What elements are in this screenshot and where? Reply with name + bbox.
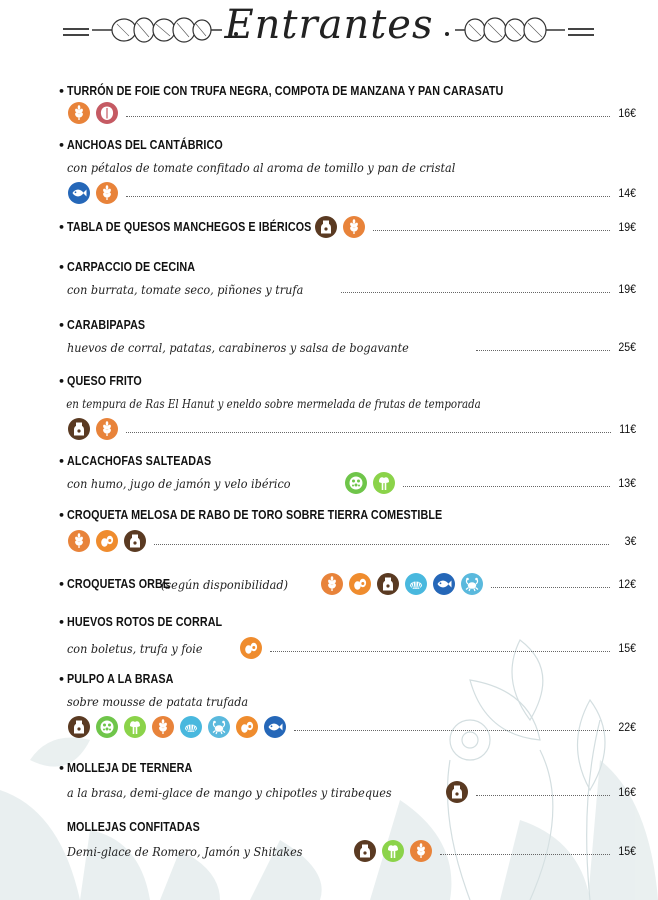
dish-name: PULPO A LA BRASA	[67, 672, 174, 686]
bullet: •	[58, 761, 66, 775]
dish-price: 15€	[618, 844, 636, 858]
gluten-icon	[321, 573, 343, 595]
fish-icon	[433, 573, 455, 595]
menu-item	[58, 611, 636, 659]
menu-header	[0, 0, 658, 70]
milk-icon	[68, 418, 90, 440]
bullet: •	[58, 374, 66, 388]
dish-name: CROQUETA MELOSA DE RABO DE TORO SOBRE TIERRA COMESTIBLE	[67, 508, 443, 522]
dish-description: (según disponibilidad)	[161, 576, 288, 592]
dish-name: CROQUETAS ORBE	[67, 577, 171, 591]
dotted-leader	[440, 854, 610, 855]
crab-icon	[461, 573, 483, 595]
menu-item	[58, 314, 636, 358]
gluten-icon	[343, 216, 365, 238]
egg-icon	[96, 530, 118, 552]
dish-name: MOLLEJA DE TERNERA	[67, 761, 193, 775]
dish-price: 25€	[618, 340, 636, 354]
bullet: •	[58, 577, 66, 591]
dish-price: 13€	[618, 476, 636, 490]
page-title: Entrantes	[224, 2, 434, 48]
milk-icon	[315, 216, 337, 238]
dish-description: con humo, jugo de jamón y velo ibérico	[67, 475, 291, 491]
bullet: •	[58, 672, 66, 686]
menu-item	[58, 757, 636, 803]
bullet: •	[58, 454, 66, 468]
dotted-leader	[476, 795, 610, 796]
dotted-leader	[126, 116, 610, 117]
egg-icon	[240, 637, 262, 659]
dish-price: 15€	[618, 641, 636, 655]
bullet: •	[58, 260, 66, 274]
mustard-icon	[345, 472, 367, 494]
bullet: •	[58, 220, 66, 234]
dish-price: 19€	[618, 282, 636, 296]
dish-price: 16€	[618, 785, 636, 799]
header-rule-right	[568, 28, 594, 30]
header-dot-right	[445, 32, 449, 36]
dotted-leader	[373, 230, 610, 231]
dish-price: 3€	[624, 534, 636, 548]
egg-icon	[236, 716, 258, 738]
gluten-icon	[96, 182, 118, 204]
dish-name: ANCHOAS DEL CANTÁBRICO	[67, 138, 223, 152]
menu-item	[58, 668, 636, 738]
fish-icon	[264, 716, 286, 738]
header-rule-right-2	[568, 34, 594, 36]
nuts-icon	[96, 102, 118, 124]
menu-item	[58, 80, 636, 124]
dish-description: en tempura de Ras El Hanut y eneldo sobre mermelada de frutas de temporada	[66, 395, 481, 411]
menu-item	[58, 256, 636, 300]
dish-name: TURRÓN DE FOIE CON TRUFA NEGRA, COMPOTA DE MANZANA Y PAN CARASATU	[67, 84, 504, 98]
menu-item	[58, 450, 636, 494]
dish-price: 14€	[618, 186, 636, 200]
dotted-leader	[491, 587, 610, 588]
bullet: •	[58, 84, 66, 98]
celery-icon	[373, 472, 395, 494]
menu-item	[58, 134, 636, 204]
dotted-leader	[341, 292, 610, 293]
dish-description: a la brasa, demi-glace de mango y chipotles y tirabeques	[67, 784, 392, 800]
dish-description: huevos de corral, patatas, carabineros y salsa de bogavante	[67, 339, 409, 355]
celery-icon	[124, 716, 146, 738]
dish-name: CARABIPAPAS	[67, 318, 146, 332]
dotted-leader	[294, 730, 610, 731]
dotted-leader	[403, 486, 610, 487]
dotted-leader	[126, 432, 611, 433]
dish-name: TABLA DE QUESOS MANCHEGOS E IBÉRICOS	[67, 220, 312, 234]
dish-price: 22€	[618, 720, 636, 734]
fish-icon	[68, 182, 90, 204]
shell-icon	[405, 573, 427, 595]
dish-description: con boletus, trufa y foie	[67, 640, 203, 656]
dotted-leader	[154, 544, 609, 545]
dish-name: MOLLEJAS CONFITADAS	[67, 820, 200, 834]
bullet: •	[58, 508, 66, 522]
dish-description: Demi-glace de Romero, Jamón y Shitakes	[67, 843, 303, 859]
bullet: •	[58, 138, 66, 152]
dish-price: 11€	[619, 422, 636, 436]
dish-description: sobre mousse de patata trufada	[67, 693, 249, 709]
dotted-leader	[476, 350, 610, 351]
bullet: •	[58, 318, 66, 332]
gluten-icon	[410, 840, 432, 862]
gluten-icon	[68, 530, 90, 552]
gluten-icon	[96, 418, 118, 440]
mustard-icon	[96, 716, 118, 738]
shell-icon	[180, 716, 202, 738]
milk-icon	[354, 840, 376, 862]
dish-name: QUESO FRITO	[67, 374, 142, 388]
dotted-leader	[126, 196, 610, 197]
dish-description: con pétalos de tomate confitado al aroma de tomillo y pan de cristal	[67, 159, 456, 175]
dish-name: CARPACCIO DE CECINA	[67, 260, 196, 274]
gluten-icon	[68, 102, 90, 124]
dish-name: ALCACHOFAS SALTEADAS	[67, 454, 212, 468]
milk-icon	[68, 716, 90, 738]
egg-icon	[349, 573, 371, 595]
milk-icon	[124, 530, 146, 552]
menu-item	[58, 816, 636, 862]
skewer-right-icon	[455, 12, 565, 48]
dish-price: 12€	[618, 577, 636, 591]
menu-item	[58, 504, 636, 552]
crab-icon	[208, 716, 230, 738]
dish-price: 19€	[618, 220, 636, 234]
dotted-leader	[270, 651, 610, 652]
dish-price: 16€	[618, 106, 636, 120]
milk-icon	[377, 573, 399, 595]
bullet: •	[58, 615, 66, 629]
gluten-icon	[152, 716, 174, 738]
menu-item	[58, 370, 636, 440]
celery-icon	[382, 840, 404, 862]
menu-item	[58, 216, 636, 238]
dish-name: HUEVOS ROTOS DE CORRAL	[67, 615, 223, 629]
milk-icon	[446, 781, 468, 803]
dish-description: con burrata, tomate seco, piñones y trufa	[67, 281, 304, 297]
menu-item	[58, 573, 636, 595]
